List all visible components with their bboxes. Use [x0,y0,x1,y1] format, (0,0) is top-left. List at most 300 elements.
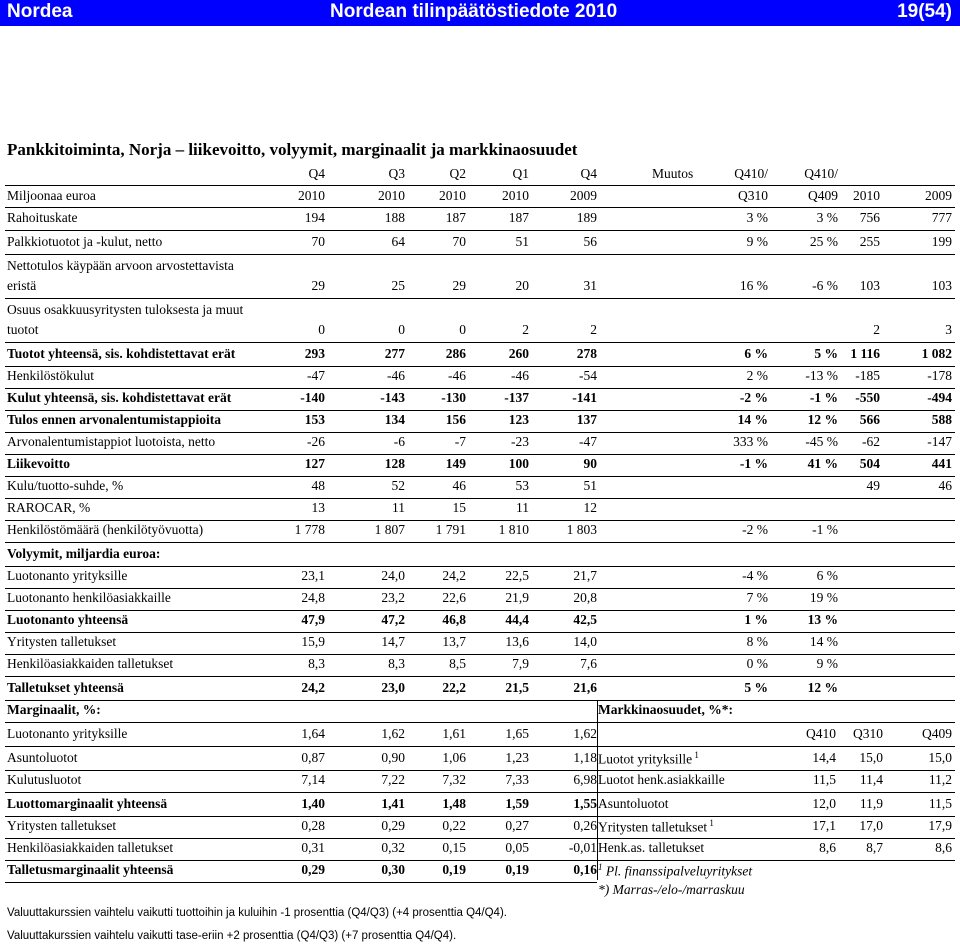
table-rule [5,838,597,839]
table-rule [598,746,955,747]
value-cell: -137 [504,390,529,405]
margin-value: 6,98 [573,772,597,787]
row-label: Tuotot yhteensä, sis. kohdistettavat erät [7,346,236,361]
row-label: Volyymit, miljardia euroa: [7,546,161,561]
value-cell: 15,9 [301,634,325,649]
value-cell: 0 [398,322,405,337]
row-label: Luotonanto henkilöasiakkaille [7,590,171,605]
table-rule [5,432,955,433]
change-cell: 13 % [807,612,838,627]
header-right: 19(54) [897,1,952,22]
value-cell: 51 [515,234,529,249]
table-rule [598,860,955,861]
value-cell: 128 [384,456,405,471]
row-label: Yritysten talletukset [7,634,117,649]
value-cell: 64 [391,234,405,249]
row-label: Henkilöasiakkaiden talletukset [7,656,174,671]
value-cell: -7 [454,434,466,449]
market-value: 15,0 [928,750,952,765]
year-cell: -550 [855,390,880,405]
value-cell: 7,9 [512,656,529,671]
market-value: 11,2 [928,772,952,787]
change-cell: -2 % [739,390,768,405]
col-header: Q4 [580,166,597,181]
page-title: Pankkitoiminta, Norja – liikevoitto, volyymit, marginaalit ja markkinaosuudet [7,140,578,159]
margin-label: Luottomarginaalit yhteensä [7,796,168,811]
change-cell: 7 % [746,590,768,605]
value-cell: 48 [311,478,325,493]
value-cell: 51 [583,478,597,493]
margin-label: Henkilöasiakkaiden talletukset [7,840,174,855]
table-rule [598,792,955,793]
col-header: Q1 [512,166,529,181]
change-cell: 6 % [816,568,838,583]
value-cell: 100 [508,456,529,471]
change-cell: 16 % [739,278,768,293]
change-cell: 6 % [744,346,768,361]
value-cell: 187 [445,210,466,225]
value-cell: 22,5 [505,568,529,583]
margin-label: Talletusmarginaalit yhteensä [7,862,174,877]
change-cell: 12 % [807,412,838,427]
value-cell: 12 [583,500,597,515]
value-cell: 13,7 [442,634,466,649]
value-cell: 2 [590,322,597,337]
row-label: Luotonanto yrityksille [7,568,128,583]
margin-value: 7,33 [505,772,529,787]
change-cell: 8 % [746,634,768,649]
margin-value: 1,40 [301,796,325,811]
value-cell: 134 [384,412,405,427]
margin-value: 1,18 [573,750,597,765]
market-value: 11,5 [928,796,952,811]
change-cell: 41 % [807,456,838,471]
margin-value: 0,26 [573,818,597,833]
table-rule [5,816,597,817]
fx-note: Valuuttakurssien vaihtelu vaikutti tuottoihin ja kuluihin -1 prosenttia (Q4/Q3) (+4 prosenttia Q4/Q4). [7,907,507,919]
margin-value: 0,30 [381,862,405,877]
market-value: 11,9 [859,796,883,811]
value-cell: 20,8 [573,590,597,605]
margin-value: 0,22 [442,818,466,833]
table-rule [5,746,597,747]
value-cell: -47 [307,368,325,383]
change-cell: 2 % [746,368,768,383]
value-cell: 24,2 [442,568,466,583]
row-label: Tulos ennen arvonalentumistappioita [7,412,222,427]
market-label: Henk.as. talletukset [598,840,705,855]
row-label: Talletukset yhteensä [7,680,124,695]
value-cell: -46 [387,368,405,383]
market-value: 17,9 [928,818,952,833]
row-label: Palkkiotuotot ja -kulut, netto [7,234,163,249]
table-rule [5,366,955,367]
change-cell: -1 % [739,456,768,471]
margins-heading: Marginaalit, %: [7,702,101,717]
year-cell: 49 [866,478,880,493]
value-cell: 156 [445,412,466,427]
year-cell: 1 082 [921,346,952,361]
margin-value: 0,28 [301,818,325,833]
value-cell: 8,3 [388,656,405,671]
market-value: 12,0 [812,796,836,811]
col-header: Q4 [308,166,325,181]
value-cell: 153 [304,412,325,427]
page-header [0,0,960,26]
margin-value: 1,61 [442,726,466,741]
value-cell: -46 [511,368,529,383]
row-label: Nettotulos käypään arvoon arvostettavista [7,258,234,273]
value-cell: -141 [572,390,597,405]
footnote-marker: 1 [692,750,699,760]
market-label: Asuntoluotot [598,796,669,811]
margin-value: 1,62 [381,726,405,741]
margin-value: 0,19 [505,862,529,877]
value-cell: 21,9 [505,590,529,605]
change-cell: 19 % [809,590,838,605]
margin-label: Kulutusluotot [7,772,82,787]
table-rule [5,185,955,186]
col-header: Q410/ [734,166,768,181]
value-cell: 194 [304,210,325,225]
margin-value: 7,22 [381,772,405,787]
margin-value: 0,87 [301,750,325,765]
value-cell: 13,6 [505,634,529,649]
value-cell: 8,3 [308,656,325,671]
col-header: Q310 [738,188,768,203]
value-cell: 293 [304,346,325,361]
table-rule [5,722,955,723]
value-cell: 260 [508,346,529,361]
market-value: 11,4 [859,772,883,787]
value-cell: 189 [576,210,597,225]
year-cell: 103 [931,278,952,293]
value-cell: -23 [511,434,529,449]
table-rule [5,476,955,477]
value-cell: 1 807 [374,522,405,537]
col-header: Q2 [449,166,466,181]
value-cell: 24,2 [301,680,325,695]
table-rule [5,254,955,255]
margin-value: 0,27 [505,818,529,833]
margin-value: 0,29 [301,862,325,877]
margin-value: 1,48 [442,796,466,811]
table-rule [5,676,955,677]
change-cell: 3 % [816,210,838,225]
market-value: 15,0 [859,750,883,765]
year-cell: 199 [931,234,952,249]
table-rule [5,388,955,389]
table-rule [5,700,955,701]
table-rule [598,838,955,839]
table-rule [5,882,597,883]
table-rule [5,770,597,771]
col-header: Q3 [388,166,405,181]
table-rule [598,816,955,817]
value-cell: 278 [576,346,597,361]
value-cell: 23,0 [381,680,405,695]
year-cell: 441 [931,456,952,471]
value-cell: 2 [522,322,529,337]
value-cell: 24,0 [381,568,405,583]
table-rule [5,792,597,793]
year-cell: 756 [859,210,880,225]
change-cell: 333 % [733,434,768,449]
value-cell: 187 [508,210,529,225]
value-cell: 29 [452,278,466,293]
market-label: Luotot yrityksille $^1$ [598,750,699,767]
value-cell: 11 [516,500,529,515]
row-label: Osuus osakkuusyritysten tuloksesta ja muut [7,302,244,317]
table-rule [5,860,597,861]
margin-value: 0,19 [442,862,466,877]
col-header: 2010 [378,188,405,203]
margin-value: 0,90 [381,750,405,765]
value-cell: 137 [576,412,597,427]
value-cell: 24,8 [301,590,325,605]
year-cell: 588 [931,412,952,427]
row-label: Henkilöstömäärä (henkilötyövuotta) [7,522,204,537]
market-col-header: Q409 [922,726,952,741]
footnote-text: Pl. finanssipalveluyritykset [602,863,753,879]
header-center: Nordean tilinpäätöstiedote 2010 [330,1,618,22]
col-header: Q410/ [804,166,838,181]
change-cell: 25 % [809,234,838,249]
value-cell: 21,6 [573,680,597,695]
value-cell: 46,8 [442,612,466,627]
change-cell: -1 % [809,390,838,405]
margin-value: 0,16 [573,862,597,877]
row-label: Arvonalentumistappiot luotoista, netto [7,434,216,449]
value-cell: 286 [445,346,466,361]
row-label: eristä [7,278,37,293]
value-cell: 8,5 [449,656,466,671]
value-cell: 13 [311,500,325,515]
change-cell: -13 % [805,368,838,383]
value-cell: -143 [380,390,405,405]
value-cell: 52 [391,478,405,493]
col-header: 2009 [925,188,952,203]
year-cell: 46 [938,478,952,493]
year-cell: 566 [859,412,880,427]
change-cell: 5 % [744,680,768,695]
value-cell: 47,2 [381,612,405,627]
row-label: Liikevoitto [7,456,70,471]
value-cell: 1 778 [294,522,325,537]
market-footnote [598,862,752,880]
col-header: 2009 [570,188,597,203]
table-rule [5,542,955,543]
row-label: tuotot [7,322,39,337]
margin-value: 1,59 [505,796,529,811]
market-value: 17,0 [859,818,883,833]
row-label: Henkilöstökulut [7,368,94,383]
value-cell: 1 803 [566,522,597,537]
change-cell: 3 % [746,210,768,225]
value-cell: 0 [318,322,325,337]
row-label: Luotonanto yhteensä [7,612,129,627]
footnote-marker: 1 [598,862,603,872]
value-cell: 22,6 [442,590,466,605]
table-rule [5,632,955,633]
value-cell: 90 [583,456,597,471]
change-cell: 14 % [737,412,768,427]
change-cell: -6 % [812,278,838,293]
year-cell: 2 [873,322,880,337]
table-rule [5,454,955,455]
col-header: 2010 [502,188,529,203]
table-rule [5,207,955,208]
value-cell: 56 [583,234,597,249]
value-cell: 46 [452,478,466,493]
market-footnote-2: *) Marras-/elo-/marraskuu [598,882,745,897]
value-cell: -140 [300,390,325,405]
col-header: 2010 [853,188,880,203]
value-cell: 70 [311,234,325,249]
table-rule [5,588,955,589]
margin-value: 0,05 [505,840,529,855]
table-rule [5,498,955,499]
value-cell: 14,7 [381,634,405,649]
value-cell: 31 [583,278,597,293]
header-left: Nordea [7,1,73,22]
value-cell: 22,2 [442,680,466,695]
change-cell: -2 % [742,522,768,537]
change-cell: -4 % [742,568,768,583]
change-cell: -1 % [812,522,838,537]
table-rule [5,520,955,521]
value-cell: 42,5 [573,612,597,627]
value-cell: -46 [448,368,466,383]
fx-note: Valuuttakurssien vaihtelu vaikutti tase-eriin +2 prosenttia (Q4/Q3) (+7 prosenttia Q4/Q4). [7,930,457,942]
year-cell: -185 [855,368,880,383]
margin-label: Luotonanto yrityksille [7,726,128,741]
table-rule [5,410,955,411]
margin-value: 1,23 [505,750,529,765]
value-cell: 11 [392,500,405,515]
change-cell: 12 % [807,680,838,695]
margin-value: 1,65 [505,726,529,741]
value-cell: 53 [515,478,529,493]
table-rule [598,770,955,771]
table-rule [5,230,955,231]
value-cell: 277 [384,346,405,361]
margin-value: 1,06 [442,750,466,765]
value-cell: 1 810 [498,522,529,537]
year-cell: 504 [859,456,880,471]
table-divider [597,700,598,880]
col-header-label: Miljoonaa euroa [7,188,96,203]
value-cell: -26 [307,434,325,449]
market-col-header: Q310 [853,726,883,741]
value-cell: 21,7 [573,568,597,583]
year-cell: 103 [859,278,880,293]
value-cell: 127 [304,456,325,471]
market-value: 17,1 [812,818,836,833]
margin-value: 1,41 [381,796,405,811]
margin-label: Yritysten talletukset [7,818,117,833]
value-cell: -47 [579,434,597,449]
change-cell: 9 % [816,656,838,671]
margin-label: Asuntoluotot [7,750,78,765]
market-value: 14,4 [812,750,836,765]
table-rule [5,610,955,611]
row-label: RAROCAR, % [7,500,91,515]
year-cell: 777 [931,210,952,225]
col-header: Muutos [652,166,694,181]
year-cell: 1 116 [850,346,880,361]
margin-value: 0,32 [381,840,405,855]
margin-value: 1,55 [573,796,597,811]
market-value: 8,6 [935,840,952,855]
value-cell: 149 [445,456,466,471]
value-cell: 70 [452,234,466,249]
table-rule [5,298,955,299]
footnote-marker: 1 [707,818,714,828]
margin-value: 7,32 [442,772,466,787]
value-cell: 0 [459,322,466,337]
margin-value: 0,31 [301,840,325,855]
year-cell: 3 [945,322,952,337]
change-cell: 0 % [746,656,768,671]
table-rule [5,566,955,567]
value-cell: 21,5 [505,680,529,695]
col-header: Q409 [808,188,838,203]
change-cell: 5 % [814,346,838,361]
row-label: Kulut yhteensä, sis. kohdistettavat erät [7,390,232,405]
change-cell: 1 % [744,612,768,627]
col-header: 2010 [298,188,325,203]
value-cell: 29 [311,278,325,293]
value-cell: 1 791 [435,522,466,537]
value-cell: 15 [452,500,466,515]
margin-value: 0,29 [381,818,405,833]
value-cell: 23,2 [381,590,405,605]
value-cell: 47,9 [301,612,325,627]
market-label: Yritysten talletukset $^1$ [598,818,714,835]
row-label: Rahoituskate [7,210,78,225]
year-cell: -178 [927,368,952,383]
market-label: Luotot henk.asiakkaille [598,772,725,787]
value-cell: 7,6 [580,656,597,671]
change-cell: 9 % [746,234,768,249]
market-value: 8,7 [866,840,883,855]
value-cell: 123 [508,412,529,427]
market-value: 11,5 [812,772,836,787]
value-cell: -54 [579,368,597,383]
value-cell: 44,4 [505,612,529,627]
year-cell: 255 [859,234,880,249]
margin-value: 1,62 [573,726,597,741]
margin-value: 0,15 [442,840,466,855]
value-cell: 14,0 [573,634,597,649]
row-label: Kulu/tuotto-suhde, % [7,478,124,493]
year-cell: -494 [927,390,952,405]
value-cell: -6 [393,434,405,449]
table-rule [5,342,955,343]
value-cell: 23,1 [301,568,325,583]
margin-value: -0,01 [568,840,597,855]
value-cell: 25 [391,278,405,293]
col-header: 2010 [439,188,466,203]
margin-value: 1,64 [301,726,325,741]
year-cell: -147 [927,434,952,449]
value-cell: 20 [515,278,529,293]
margin-value: 7,14 [301,772,325,787]
year-cell: -62 [862,434,880,449]
value-cell: 188 [384,210,405,225]
market-col-header: Q410 [806,726,836,741]
